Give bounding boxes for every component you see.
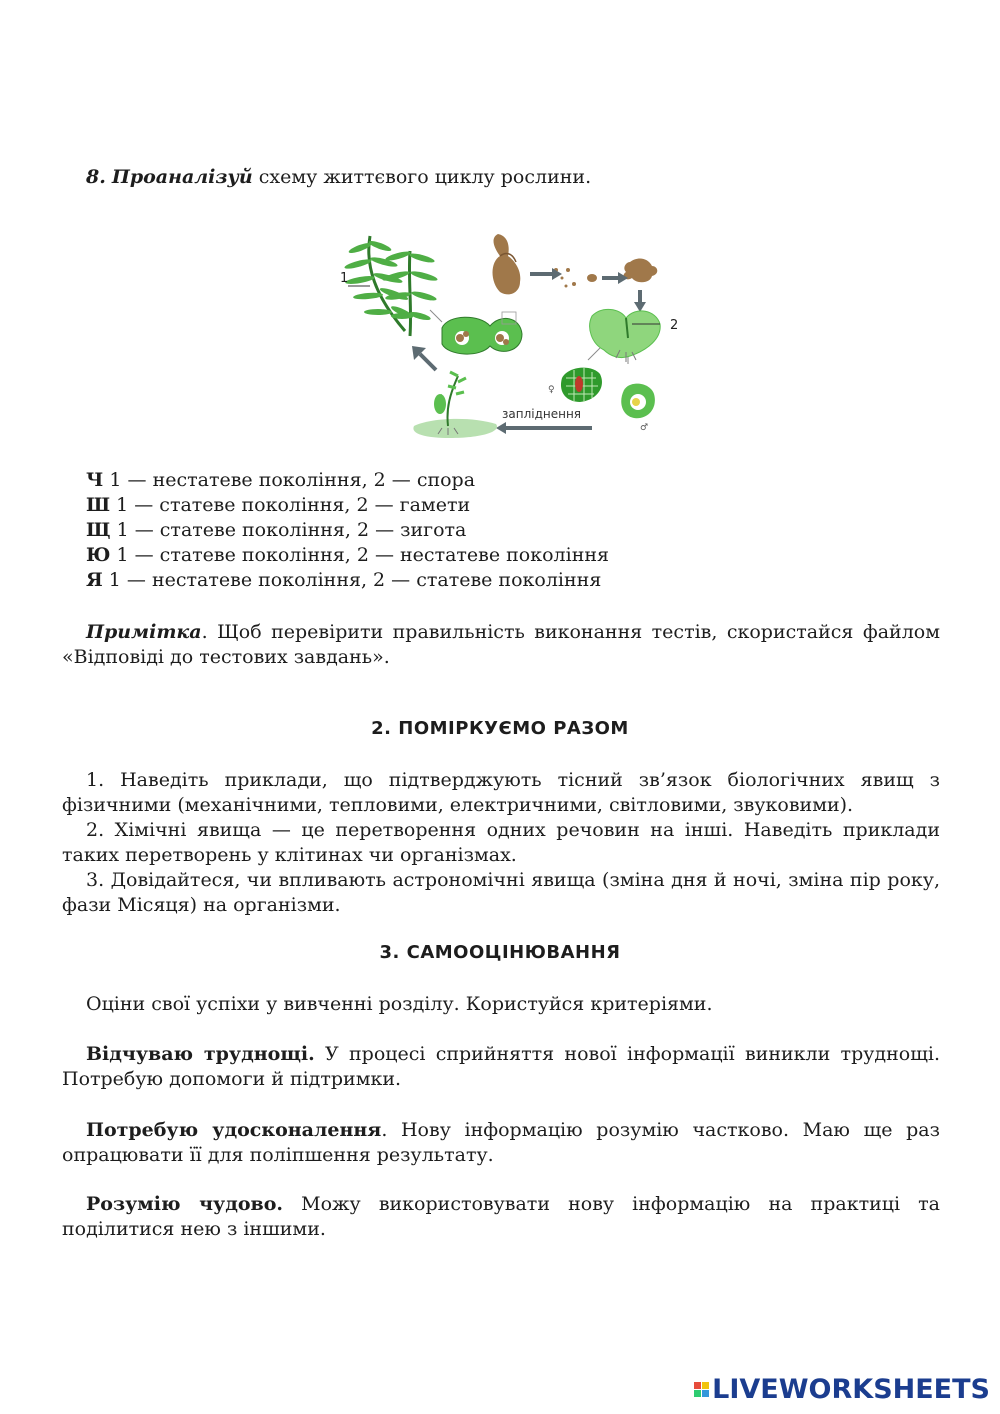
male-symbol: ♂ [640,423,649,433]
antheridium-icon [621,384,655,433]
diagram-label-2: 2 [670,318,679,333]
logo-mark-icon [694,1382,709,1397]
fern-life-cycle-diagram [330,226,690,444]
answer-options [86,468,609,593]
criterion-understand-well: Розумію чудово. Можу використовувати нову інформацію на практиці та поділитися нею з іншими. [62,1193,940,1240]
fertilization-label: запліднення [502,407,582,421]
task-8-title [86,166,591,188]
option-yu[interactable]: Ю 1 — статеве покоління, 2 — нестатеве покоління [86,544,610,566]
criterion-needs-improvement: Потребую удосконалення. Нову інформацію розумію частково. Маю ще раз опрацювати її для поліпшення результату. [62,1119,940,1166]
section-2-item-3: 3. Довідайтеся, чи впливають астрономічні явища (зміна дня й ночі, зміна пір року, фази Місяця) на організми. [62,869,940,916]
note-label: Примітка [86,621,202,643]
section-2-item-1: 1. Наведіть приклади, що підтверджують тісний зв’язок біологічних явищ з фізичними (механічними, тепловими, електричними, світловими, звуковими). [62,769,940,816]
female-symbol: ♀ [548,385,555,395]
sporangium-icon [493,234,521,294]
option-sh[interactable]: Ш 1 — статеве покоління, 2 — гамети [86,494,471,516]
option-ch[interactable]: Ч 1 — нестатеве покоління, 2 — спора [86,469,476,491]
option-shch[interactable]: Щ 1 — статеве покоління, 2 — зигота [86,519,467,541]
section-2-title: 2. ПОМІРКУЄМО РАЗОМ [371,718,629,739]
note-paragraph [62,620,940,670]
option-ya[interactable]: Я 1 — нестатеве покоління, 2 — статеве покоління [86,569,602,591]
task-text: схему життєвого циклу рослини. [252,166,592,188]
section-3-title: 3. САМООЦІНЮВАННЯ [379,942,621,963]
prothallus-icon [590,309,661,362]
archegonium-icon [548,368,602,402]
logo-text: LIVEWORKSHEETS [712,1373,990,1405]
note-text: . Щоб перевірити правильність виконання тестів, скористайся файлом «Відповіді до тестових завдань». [62,621,940,668]
liveworksheets-logo [694,1374,990,1404]
sorus-section-icon [442,312,522,354]
section-2-item-2: 2. Хімічні явища — це перетворення одних речовин на інші. Наведіть приклади таких перетворень у клітинах чи організмах. [62,819,940,866]
task-number: 8. [86,166,106,188]
task-verb: Проаналізуй [111,166,253,188]
spores-icon [554,268,597,288]
criterion-difficulties: Відчуваю труднощі. У процесі сприйняття нової інформації виникли труднощі. Потребую допомоги й підтримки. [62,1043,940,1090]
section-3-intro: Оціни свої успіхи у вивченні розділу. Користуйся критеріями. [86,993,713,1015]
germinating-spore-icon [624,259,658,283]
young-sporophyte-icon [413,372,497,438]
diagram-label-1: 1 [340,271,349,286]
